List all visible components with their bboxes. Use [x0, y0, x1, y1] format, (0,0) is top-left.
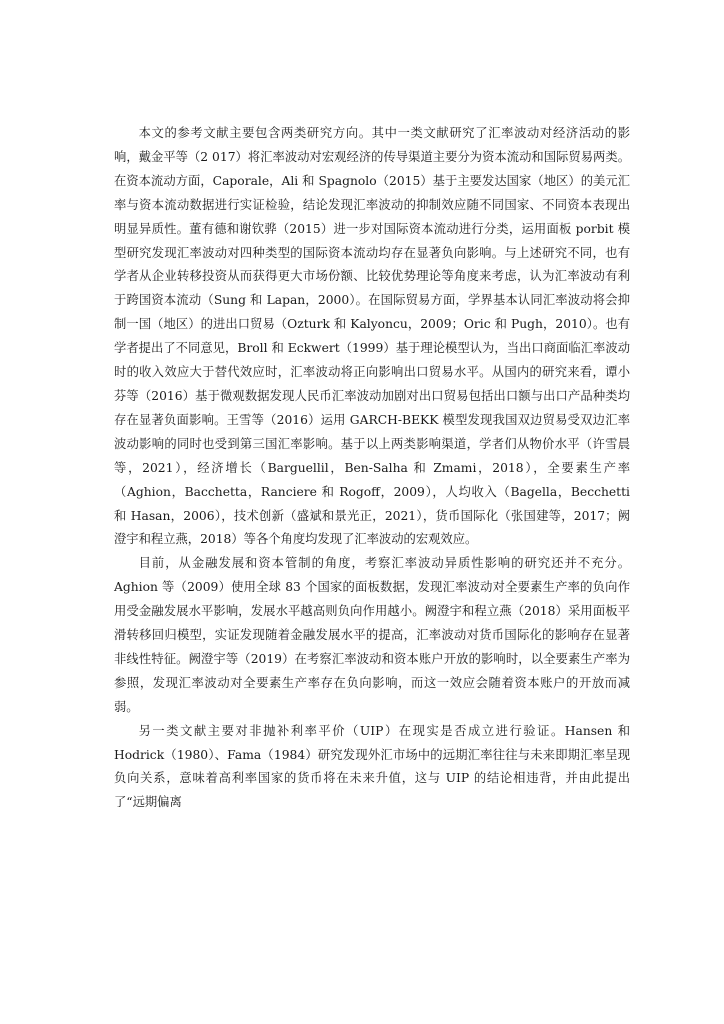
paragraph-1: 本文的参考文献主要包含两类研究方向。其中一类文献研究了汇率波动对经济活动的影响，戴金平等（2 017）将汇率波动对宏观经济的传导渠道主要分为资本流动和国际贸易两类。在资本流动方面，Caporale，Ali 和 Spagnolo（2015）基于主要发达国家（地区）的美元汇率与资本流动数据进行实证检验，结论发现汇率波动的抑制效应随不同国家、不同资本表现出明显异质性。董有德和谢钦骅（2015）进一步对国际资本流动进行分类，运用面板 porbit 模型研究发现汇率波动对四种类型的国际资本流动均存在显著负向影响。与上述研究不同，也有学者从企业转移投资从而获得更大市场份额、比较优势理论等角度来考虑，认为汇率波动有利于跨国资本流动（Sung 和 Lapan，2000）。在国际贸易方面，学界基本认同汇率波动将会抑制一国（地区）的进出口贸易（Ozturk 和 Kalyoncu，2009；Oric 和 Pugh，2010）。也有学者提出了不同意见，Broll 和 Eckwert（1999）基于理论模型认为，当出口商面临汇率波动时的收入效应大于替代效应时，汇率波动将正向影响出口贸易水平。从国内的研究来看，谭小芬等（2016）基于微观数据发现人民币汇率波动加剧对出口贸易包括出口额与出口产品种类均存在显著负面影响。王雪等（2016）运用 GARCH-BEKK 模型发现我国双边贸易受双边汇率波动影响的同时也受到第三国汇率影响。基于以上两类影响渠道，学者们从物价水平（许雪晨等，2021），经济增长（Barguellil，Ben-Salha 和 Zmami，2018），全要素生产率（Aghion，Bacchetta，Ranciere 和 Rogoff，2009），人均收入（Bagella，Becchetti 和 Hasan，2006），技术创新（盛斌和景光正，2021），货币国际化（张国建等，2017；阙澄宇和程立燕，2018）等各个角度均发现了汇率波动的宏观效应。	[114, 126, 630, 547]
paragraph-3: 另一类文献主要对非抛补利率平价（UIP）在现实是否成立进行验证。Hansen 和 Hodrick（1980）、Fama（1984）研究发现外汇市场中的远期汇率往往与未来即期汇率呈现负向关系，意味着高利率国家的货币将在未来升值，这与 UIP 的结论相违背，并由此提出了“远期偏离	[114, 723, 630, 810]
body-text	[114, 122, 630, 815]
paragraph-2: 目前，从金融发展和资本管制的角度，考察汇率波动异质性影响的研究还并不充分。Aghion 等（2009）使用全球 83 个国家的面板数据，发现汇率波动对全要素生产率的负向作用受金融发展水平影响，发展水平越高则负向作用越小。阙澄宇和程立燕（2018）采用面板平滑转移回归模型，实证发现随着金融发展水平的提高，汇率波动对货币国际化的影响存在显著非线性特征。阙澄宇等（2019）在考察汇率波动和资本账户开放的影响时，以全要素生产率为参照，发现汇率波动对全要素生产率存在负向影响，而这一效应会随着资本账户的开放而减弱。	[114, 556, 630, 714]
